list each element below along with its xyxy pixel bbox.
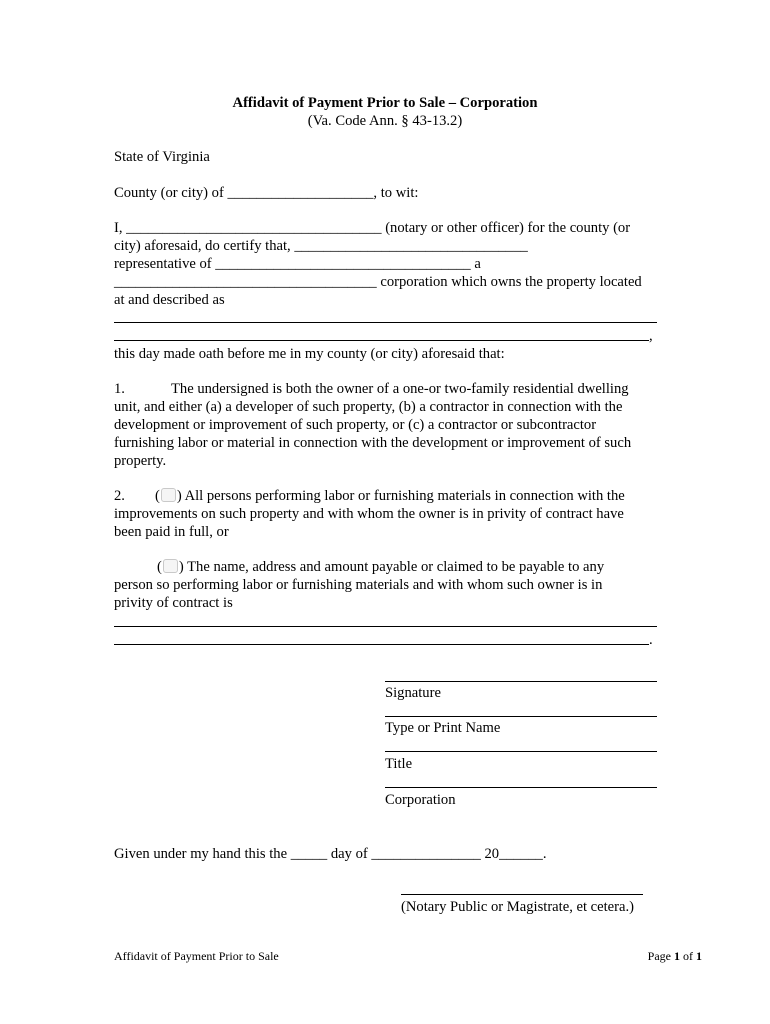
item-2-number: 2. <box>114 488 125 504</box>
cert-line-2: city) aforesaid, do certify that, ________________________________ <box>114 238 528 254</box>
given-under-hand-line: Given under my hand this the _____ day of _______________ 20______. <box>114 846 547 862</box>
option-b-line-1: The name, address and amount payable or claimed to be payable to any <box>183 559 605 575</box>
title-label: Title <box>385 756 413 772</box>
amounts-payable-checkbox[interactable] <box>163 559 178 573</box>
county-line: County (or city) of ____________________, to wit: <box>114 185 419 201</box>
cert-line-8: this day made oath before me in my county (or city) aforesaid that: <box>114 346 505 362</box>
document-subtitle: (Va. Code Ann. § 43-13.2) <box>307 113 463 129</box>
print-name-line[interactable] <box>385 716 657 717</box>
item-2-line-3: been paid in full, or <box>114 524 229 540</box>
close-paren: ) <box>178 559 184 575</box>
property-description-blank-1 <box>114 322 657 323</box>
item-2-alt-line-2: person so performing labor or furnishing materials and with whom such owner is in <box>114 577 603 593</box>
privity-blank-1 <box>114 626 657 627</box>
notary-label: (Notary Public or Magistrate, et cetera.) <box>401 899 635 915</box>
page-num: 1 <box>674 949 680 963</box>
open-paren: ( <box>157 559 162 575</box>
print-name-label: Type or Print Name <box>385 720 501 736</box>
footer-title: Affidavit of Payment Prior to Sale <box>114 949 279 963</box>
property-description-blank-2 <box>114 340 649 341</box>
privity-blank-2 <box>114 644 649 645</box>
cert-line-3: representative of ___________________________________ a <box>114 256 481 272</box>
page-total: 1 <box>696 949 702 963</box>
item-1-number: 1. <box>114 381 125 397</box>
cert-line-4: ____________________________________ corporation which owns the property located <box>114 274 642 290</box>
open-paren: ( <box>155 488 160 504</box>
item-1-line-4: furnishing labor or material in connection with the development or improvement of such <box>114 435 632 451</box>
paid-in-full-checkbox[interactable] <box>161 488 176 502</box>
item-1-line-3: development or improvement of such property, or (c) a contractor or subcontractor <box>114 417 597 433</box>
title-line[interactable] <box>385 751 657 752</box>
description-comma: , <box>649 328 653 344</box>
item-1-line-2: unit, and either (a) a developer of such property, (b) a contractor in connection with the <box>114 399 623 415</box>
page-label: Page <box>647 949 671 963</box>
item-2-option-a <box>155 487 625 505</box>
signature-label: Signature <box>385 685 441 701</box>
item-2-option-b <box>157 558 604 576</box>
item-2-alt-line-3: privity of contract is <box>114 595 233 611</box>
cert-line-1: I, ___________________________________ (notary or other officer) for the county (or <box>114 220 631 236</box>
close-paren: ) <box>176 488 182 504</box>
item-2-line-2: improvements on such property and with whom the owner is in privity of contract have <box>114 506 624 522</box>
cert-line-5: at and described as <box>114 292 225 308</box>
state-line: State of Virginia <box>114 149 210 165</box>
of-label: of <box>683 949 693 963</box>
option-a-line-1: All persons performing labor or furnishing materials in connection with the <box>181 488 625 504</box>
corporation-label: Corporation <box>385 792 456 808</box>
item-1-line-1: The undersigned is both the owner of a one-or two-family residential dwelling <box>171 381 629 397</box>
privity-period: . <box>649 632 653 648</box>
footer-page-number <box>648 949 702 963</box>
corporation-line[interactable] <box>385 787 657 788</box>
notary-signature-line[interactable] <box>401 894 643 895</box>
signature-line[interactable] <box>385 681 657 682</box>
item-1-line-5: property. <box>114 453 167 469</box>
document-title: Affidavit of Payment Prior to Sale – Corporation <box>232 95 538 111</box>
